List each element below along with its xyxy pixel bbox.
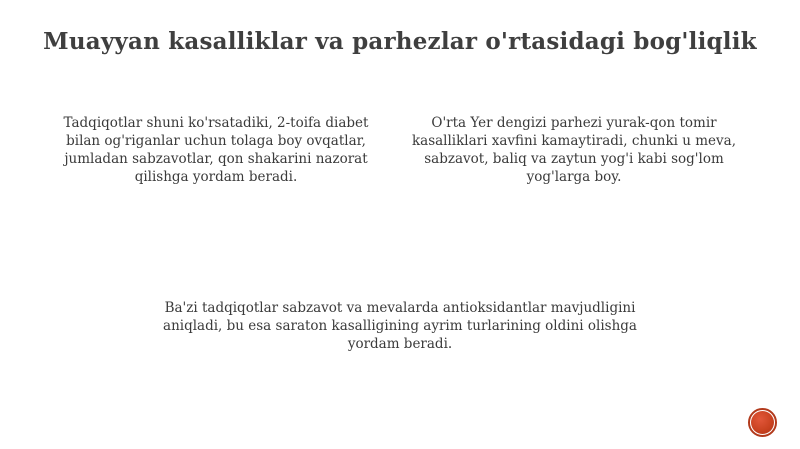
bottom-text-block: Ba'zi tadqiqotlar sabzavot va mevalarda antioksidantlar mavjudligini aniqladi, bu esa saraton kasalligining ayrim turlarining oldini olishga yordam beradi. <box>163 300 637 352</box>
left-text-block: Tadqiqotlar shuni ko'rsatadiki, 2-toifa diabet bilan og'riganlar uchun tolaga boy ovqatlar, jumladan sabzavotlar, qon shakarini nazorat qilishga yordam beradi. <box>63 115 369 185</box>
slide-title: Muayyan kasalliklar va parhezlar o'rtasidagi bog'liqlik <box>43 28 757 55</box>
circle-button-icon <box>751 411 774 434</box>
slide-nav-button[interactable] <box>748 408 777 437</box>
right-text-block: O'rta Yer dengizi parhezi yurak-qon tomir kasalliklari xavfini kamaytiradi, chunki u meva, sabzavot, baliq va zaytun yog'i kabi sog'lom yog'larga boy. <box>411 115 737 185</box>
